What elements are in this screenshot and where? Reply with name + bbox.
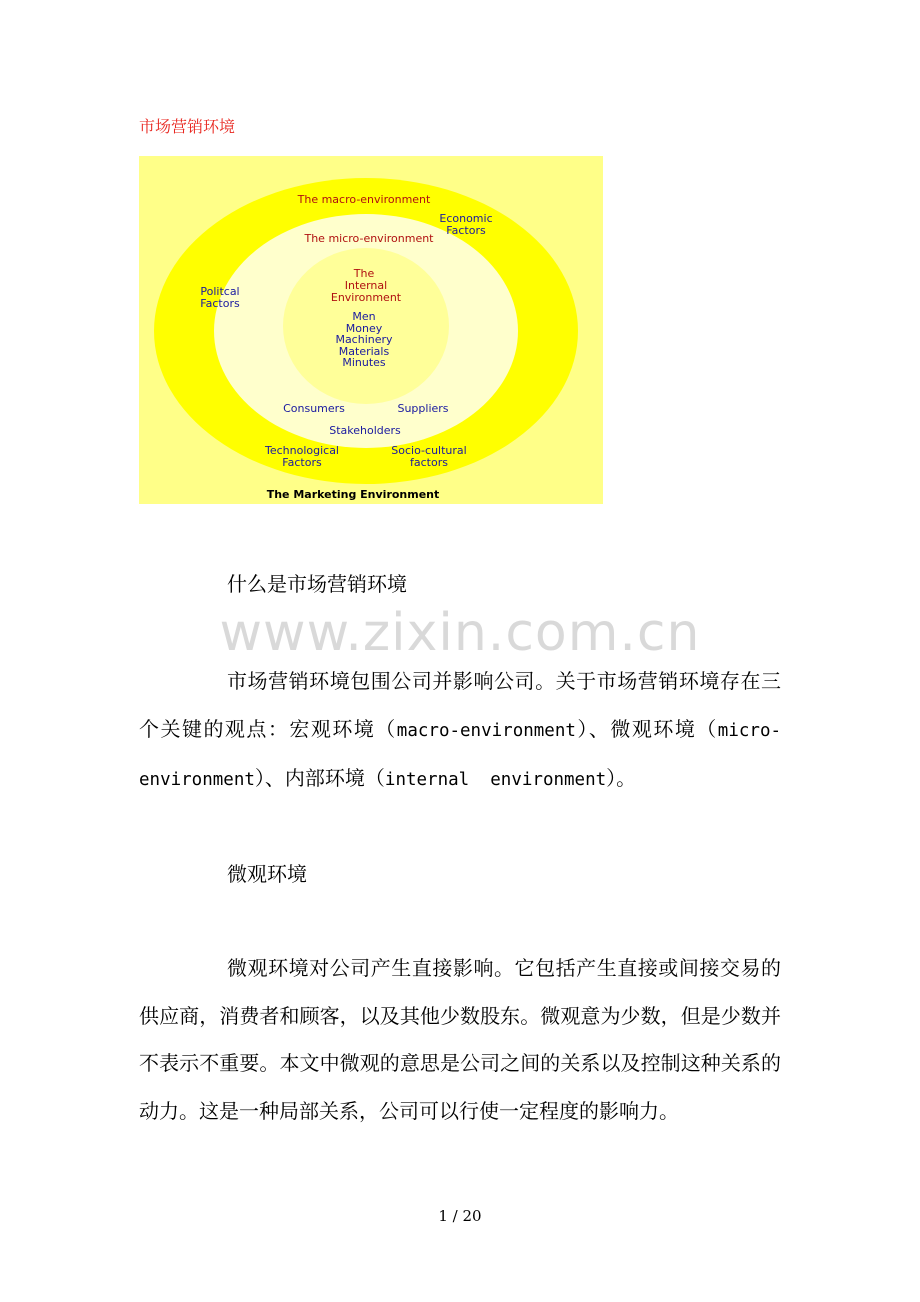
para-1-text-4: ）。 <box>606 766 637 790</box>
label-minutes: Minutes <box>342 356 386 369</box>
para-1-term-internal: internal environment <box>384 770 607 790</box>
para-1-text-3: ）、内部环境（ <box>254 766 385 790</box>
heading-micro-environment: 微观环境 <box>227 862 307 886</box>
label-socio-cultural: Socio-cultural <box>391 444 467 457</box>
document-title: 市场营销环境 <box>139 117 236 136</box>
page-number: 1 / 20 <box>438 1207 482 1225</box>
label-internal: Internal <box>344 279 388 292</box>
diagram-caption: The Marketing Environment <box>266 488 440 501</box>
marketing-environment-diagram <box>139 156 603 504</box>
heading-what-is-marketing-environment: 什么是市场营销环境 <box>227 572 407 596</box>
label-internal-the: The <box>353 267 375 280</box>
label-micro-environment: The micro-environment <box>304 232 434 245</box>
label-suppliers: Suppliers <box>397 402 449 415</box>
para-1-text-1: 市场营销环境包围公司并影响公司。关于市场营销环境存在三个关键的观点：宏观环境（ <box>139 669 781 741</box>
label-materials: Materials <box>338 345 390 358</box>
label-consumers: Consumers <box>283 402 345 415</box>
label-socio-cultural-factors: factors <box>410 456 448 469</box>
label-political: Politcal <box>200 285 240 298</box>
label-machinery: Machinery <box>335 333 393 346</box>
label-money: Money <box>345 322 383 335</box>
paragraph-marketing-environment <box>139 658 781 805</box>
label-political-factors: Factors <box>200 297 240 310</box>
label-macro-environment: The macro-environment <box>297 193 431 206</box>
watermark: www.zixin.com.cn <box>219 603 701 663</box>
label-economic-factors: Factors <box>446 224 486 237</box>
label-technological-factors: Factors <box>282 456 322 469</box>
label-internal-environment: Environment <box>330 291 402 304</box>
label-technological: Technological <box>264 444 340 457</box>
diagram-svg <box>139 156 603 504</box>
label-economic: Economic <box>439 212 493 225</box>
label-stakeholders: Stakeholders <box>329 424 401 437</box>
paragraph-micro-environment: 微观环境对公司产生直接影响。它包括产生直接或间接交易的供应商，消费者和顾客，以及其他少数股东。微观意为少数，但是少数并不表示不重要。本文中微观的意思是公司之间的关系以及控制这种关系的动力。这是一种局部关系，公司可以行使一定程度的影响力。 <box>139 956 781 1123</box>
para-1-term-macro: macro-environment <box>396 720 576 741</box>
label-men: Men <box>352 310 376 323</box>
para-1-text-2: ）、微观环境（ <box>575 716 718 741</box>
para-1-term-micro: micro-environment <box>139 720 782 790</box>
